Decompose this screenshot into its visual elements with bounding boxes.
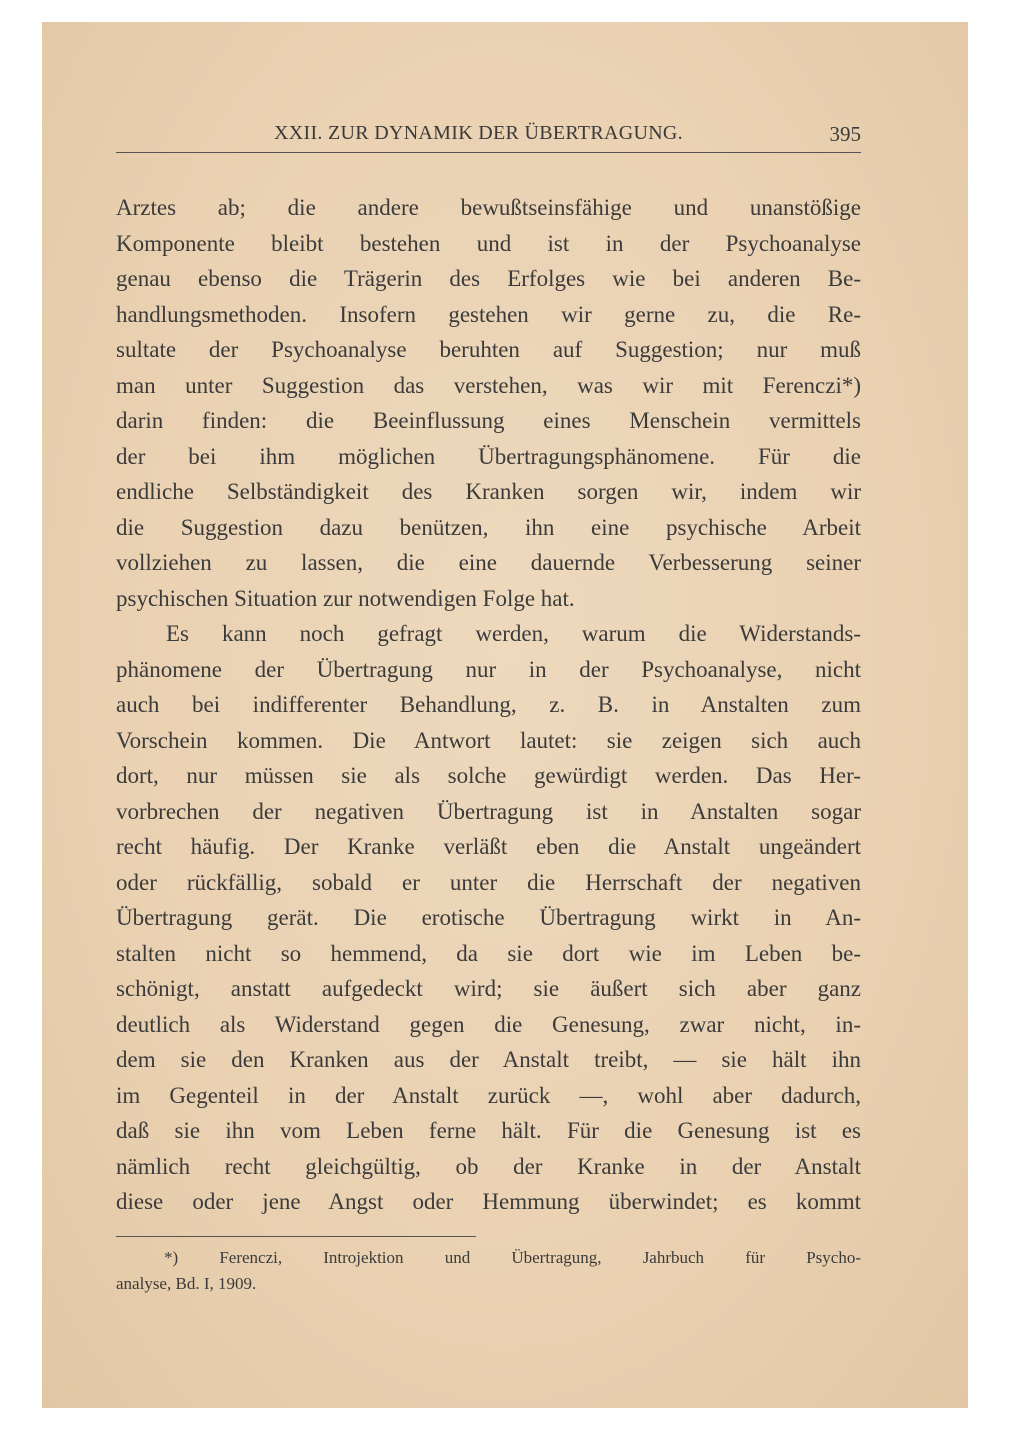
text-line: Arztes ab; die andere bewußtseinsfähige und unanstößige <box>116 195 861 220</box>
footnote-line: *) Ferenczi, Introjektion und Übertragung, Jahrbuch für Psycho- <box>164 1248 861 1267</box>
text-line: deutlich als Widerstand gegen die Genesung, zwar nicht, in- <box>116 1011 861 1037</box>
text-line: vorbrechen der negativen Übertragung ist in Anstalten sogar <box>116 798 861 824</box>
text-line: phänomene der Übertragung nur in der Psychoanalyse, nicht <box>116 656 861 682</box>
body-text <box>116 190 861 1220</box>
text-line: endliche Selbständigkeit des Kranken sorgen wir, indem wir <box>116 479 861 504</box>
text-line: genau ebenso die Trägerin des Erfolges wie bei anderen Be- <box>116 266 861 291</box>
text-line: handlungsmethoden. Insofern gestehen wir gerne zu, die Re- <box>116 301 861 327</box>
text-line: daß sie ihn vom Leben ferne hält. Für die Genesung ist es <box>116 1118 861 1143</box>
text-line: auch bei indifferenter Behandlung, z. B. in Anstalten zum <box>116 692 861 717</box>
text-line: schönigt, anstatt aufgedeckt wird; sie äußert sich aber ganz <box>116 976 861 1001</box>
text-line: dem sie den Kranken aus der Anstalt treibt, — sie hält ihn <box>116 1047 861 1072</box>
text-line: die Suggestion dazu benützen, ihn eine psychische Arbeit <box>116 514 861 540</box>
text-line: recht häufig. Der Kranke verläßt eben die Anstalt ungeändert <box>116 834 861 859</box>
text-line: stalten nicht so hemmend, da sie dort wie im Leben be- <box>116 940 861 966</box>
chapter-title: XXII. ZUR DYNAMIK DER ÜBERTRAGUNG. <box>274 122 683 144</box>
text-line: Vorschein kommen. Die Antwort lautet: sie zeigen sich auch <box>116 727 861 753</box>
text-line: man unter Suggestion das verstehen, was wir mit Ferenczi*) <box>116 372 861 398</box>
text-line: psychischen Situation zur notwendigen Folge hat. <box>116 585 575 611</box>
text-line: darin finden: die Beeinflussung eines Menschein vermittels <box>116 408 861 433</box>
text-line: der bei ihm möglichen Übertragungsphänomene. Für die <box>116 443 861 469</box>
text-line: Übertragung gerät. Die erotische Übertragung wirkt in An- <box>116 905 861 930</box>
text-line: vollziehen zu lassen, die eine dauernde Verbesserung seiner <box>116 550 861 575</box>
page-number: 395 <box>829 122 861 146</box>
running-header <box>116 122 861 154</box>
text-line: Es kann noch gefragt werden, warum die Widerstands- <box>166 621 861 646</box>
footnote-line: analyse, Bd. I, 1909. <box>116 1274 257 1293</box>
text-line: Komponente bleibt bestehen und ist in der Psychoanalyse <box>116 230 861 256</box>
text-line: im Gegenteil in der Anstalt zurück —, wohl aber dadurch, <box>116 1082 861 1108</box>
text-line: diese oder jene Angst oder Hemmung überwindet; es kommt <box>116 1189 861 1214</box>
footnote <box>116 1245 861 1297</box>
text-line: dort, nur müssen sie als solche gewürdigt werden. Das Her- <box>116 763 861 788</box>
text-line: sultate der Psychoanalyse beruhten auf Suggestion; nur muß <box>116 337 861 362</box>
text-line: oder rückfällig, sobald er unter die Herrschaft der negativen <box>116 869 861 895</box>
header-rule <box>116 152 861 153</box>
text-line: nämlich recht gleichgültig, ob der Kranke in der Anstalt <box>116 1153 861 1179</box>
footnote-rule <box>116 1236 476 1237</box>
